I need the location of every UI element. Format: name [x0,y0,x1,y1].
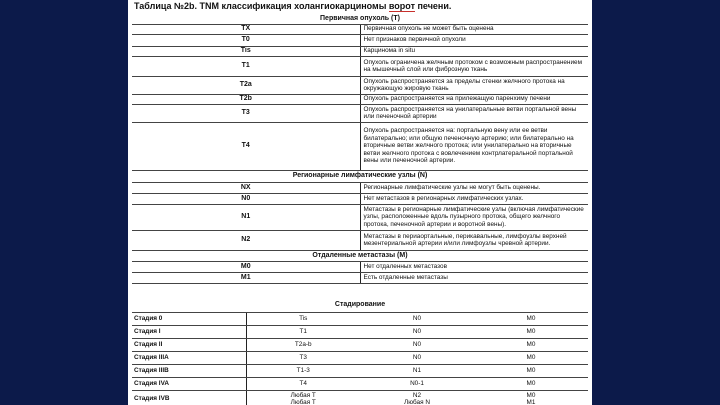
table-row [132,24,588,34]
staging-header [132,298,588,312]
row-description: Нет метастазов в регионарных лимфатических узлах. [360,193,588,204]
row-code: T4 [132,122,360,170]
stage-n: N0 [360,325,474,338]
staging-table [132,298,588,405]
table-row [132,104,588,122]
row-description: Карцинома in situ [360,46,588,56]
row-description: Регионарные лимфатические узлы не могут быть оценены. [360,182,588,193]
stage-name: Стадия IVB [132,390,246,405]
table-row [132,46,588,56]
row-description: Опухоль ограничена желчным протоком с возможным распространением на мышечный слой или фиброзную ткань [360,56,588,76]
stage-t: T4 [246,377,360,390]
stage-t: T1-3 [246,364,360,377]
row-description: Опухоль распространяется на унилатеральные ветви портальной вены или печеночной артерии [360,104,588,122]
table-row [132,193,588,204]
stage-name: Стадия II [132,338,246,351]
tnm-table [132,13,588,284]
staging-title: Стадирование [132,298,588,312]
table-row [132,261,588,272]
stage-t: T2a-b [246,338,360,351]
staging-row [132,312,588,325]
row-code: N1 [132,204,360,230]
stage-m: M0 [474,338,588,351]
stage-m: M0 [474,351,588,364]
row-code: N2 [132,230,360,250]
stage-n-cell [360,390,474,405]
stage-m-alt: M1 [526,399,536,405]
stage-n: N0 [360,351,474,364]
stage-m: M0 [474,312,588,325]
staging-row [132,351,588,364]
section-title: Регионарные лимфатические узлы (N) [132,170,588,182]
table-row [132,76,588,94]
row-code: M0 [132,261,360,272]
row-description: Метастазы в периаортальные, перикавальные, лимфоузлы верхней мезентериальной артерии и/или лимфоузлы чревной артерии. [360,230,588,250]
stage-t-cell [246,390,360,405]
row-code: NX [132,182,360,193]
stage-n: N1 [360,364,474,377]
stage-m: M0 [526,391,536,399]
stage-n-alt: Любая N [404,399,430,405]
table-row [132,230,588,250]
row-code: T3 [132,104,360,122]
staging-row [132,377,588,390]
stage-t: T3 [246,351,360,364]
row-code: T2b [132,94,360,104]
title-suffix: печени. [414,1,452,11]
table-row [132,272,588,283]
stage-m-cell [474,390,588,405]
row-description: Опухоль распространяется за пределы стенки желчного протока на окружающую жировую ткань [360,76,588,94]
stage-t: Tis [246,312,360,325]
stage-m: M0 [474,325,588,338]
row-code: Tis [132,46,360,56]
row-description: Опухоль распространяется на: портальную вену или ее ветви билатерально; или общую печеночную артерию; или билатерально на вторичные ветви желчного протока; или унилатерально на вторичные ветви желчного протока с вовлечением контрлатеральной портальной вены или печеночной артерии. [360,122,588,170]
stage-t-alt: Любая T [290,399,316,405]
table-row [132,34,588,46]
section-header-primary [132,13,588,24]
section-title: Первичная опухоль (T) [132,13,588,24]
stage-n: N2 [412,391,422,399]
document-title [134,1,586,13]
stage-t: Любая T [290,391,316,399]
stage-name: Стадия IIIA [132,351,246,364]
table-row [132,182,588,193]
stage-m: M0 [474,377,588,390]
section-header-metastases [132,250,588,261]
stage-n: N0 [360,312,474,325]
row-description: Опухоль распространяется на прилежащую паренхиму печени [360,94,588,104]
row-code: T1 [132,56,360,76]
stage-name: Стадия I [132,325,246,338]
staging-row [132,390,588,405]
title-underlined-word: ворот [388,1,415,11]
row-code: M1 [132,272,360,283]
stage-m: M0 [474,364,588,377]
stage-name: Стадия IVA [132,377,246,390]
staging-row [132,325,588,338]
row-description: Есть отдаленные метастазы [360,272,588,283]
table-row [132,94,588,104]
table-row [132,56,588,76]
row-description: Метастазы в регионарные лимфатические узлы (включая лимфатические узлы, расположенные вдоль пузырного протока, общего желчного протока, печеночной артерии и воротной вены). [360,204,588,230]
row-description: Нет признаков первичной опухоли [360,34,588,46]
row-code: T0 [132,34,360,46]
row-code: T2a [132,76,360,94]
stage-t: T1 [246,325,360,338]
section-title: Отдаленные метастазы (M) [132,250,588,261]
table-row [132,122,588,170]
stage-n: N0 [360,338,474,351]
row-code: N0 [132,193,360,204]
staging-row [132,364,588,377]
section-header-nodes [132,170,588,182]
row-description: Первичная опухоль не может быть оценена [360,24,588,34]
table-row [132,204,588,230]
stage-n: N0-1 [360,377,474,390]
title-text: Таблица №2b. TNM классификация холангиокарциномы [134,1,389,11]
row-description: Нет отдаленных метастазов [360,261,588,272]
stage-name: Стадия IIIB [132,364,246,377]
staging-row [132,338,588,351]
stage-name: Стадия 0 [132,312,246,325]
row-code: TX [132,24,360,34]
document-page [128,0,592,405]
